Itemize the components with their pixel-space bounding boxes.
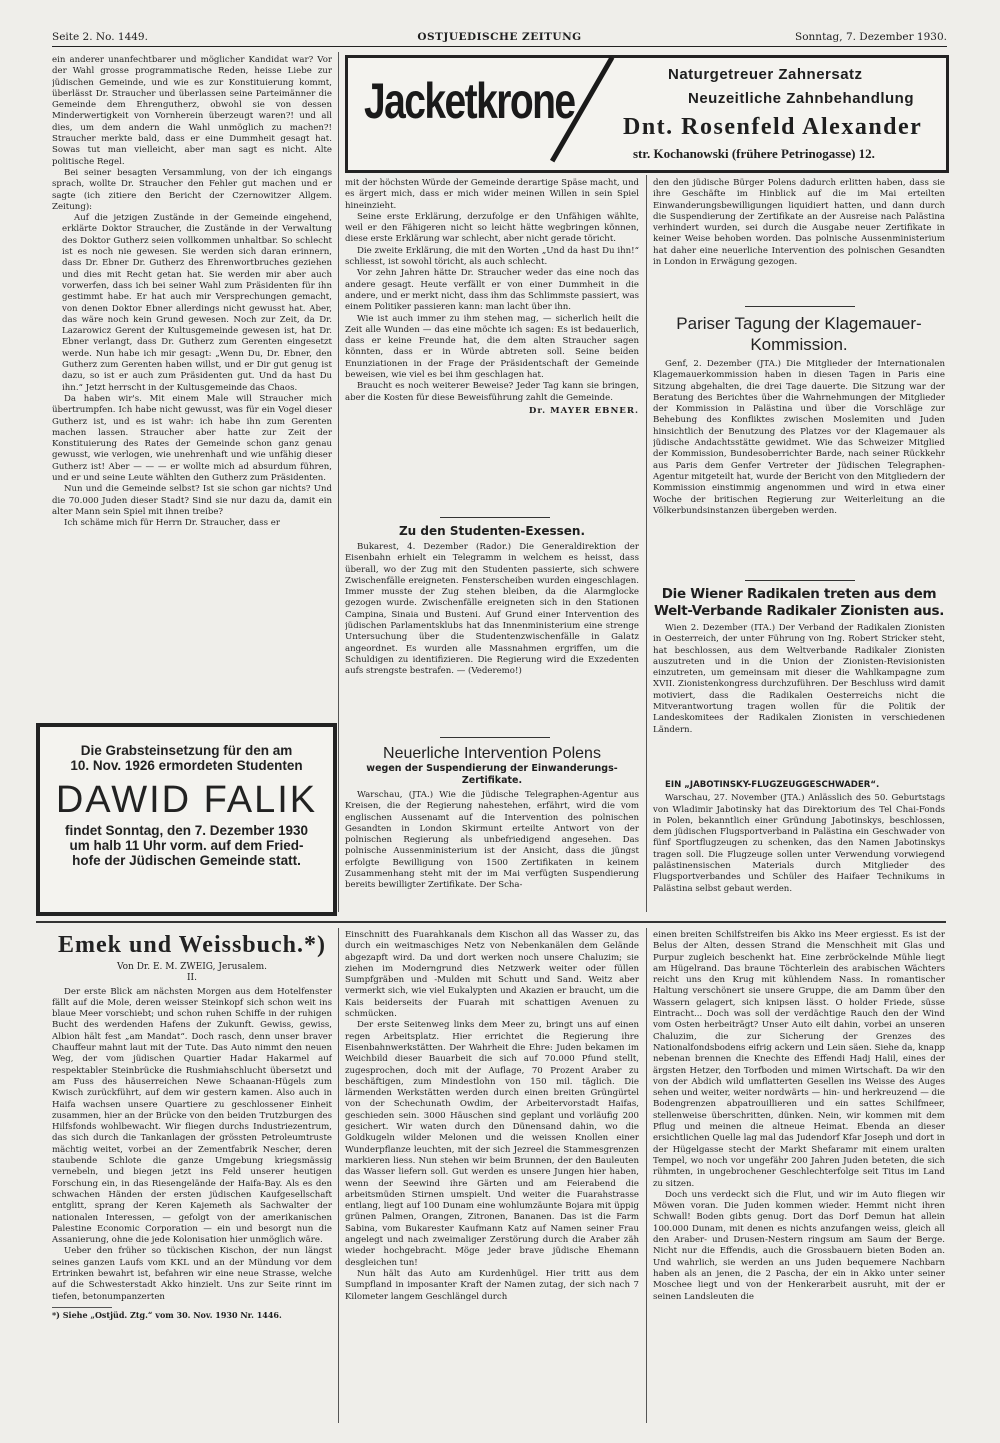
separator xyxy=(440,517,550,518)
notice-name: DAWID FALIK xyxy=(55,779,318,821)
paragraph: den den jüdische Bürger Polens dadurch erlitten haben, dass sie ihre Geschäfte im Hinblick auf die im Mai erteilten Einwanderungsbewilligungen liquidiert hatten, und dann durch die Suspendierung der Zertifikate an der Ausreise nach Palästina verhindert wurden, sei durch die Ausgabe neuer Zertifikate in keiner Weise behoben worden. Das polnische Aussenministerium hat daher eine neuerliche Intervention des polnischen Gesandten in London in Erwägung gezogen. xyxy=(653,178,945,268)
paragraph: Warschau, 27. November (JTA.) Anlässlich des 50. Geburtstags von Wladimir Jabotinsky hat das Direktorium des Tel Chai-Fonds in Polen, bekanntlich einer Gründung Jabotinskys, beschlossen, dem jüdischen Flugsportverband in Palästina ein Geschwader von fünf Sportflugzeugen zu schenken, das den Namen Jabotinskys tragen soll. Die Flugzeuge sollen unter Verwendung vorwiegend palästinensischen Materials durch Mitglieder des Flugsportverbandes und Schüler des Haifaer Technikums in Palästina selbst gebaut werden. xyxy=(653,793,945,894)
notice-line-3: findet Sonntag, den 7. Dezember 1930 xyxy=(64,823,309,838)
paragraph: Bukarest, 4. Dezember (Rador.) Die Generaldirektion der Eisenbahn erhielt ein Telegramm in welchem es heisst, dass überall, wo der Zug mit den Studenten passierte, sich schwere Zwischenfälle ereigneten. Fensterscheiben wurden eingeschlagen. Immer musste der Zug stehen bleiben, da die Alarmglocke gezogen wurde. Zwischenfälle ereigneten sich in den Stationen Campina, Sinaia und Busteni. Auf Grund einer Intervention des jüdischen Parlamentsklubs hat das Innenministerium eine strenge Untersuchung über die Studentenzwischenfälle in Galatz angeordnet. Es wurden alle Massnahmen ergriffen, um die Schuldigen zu identifizieren. Die Regierung wird die Exzedenten aufs strengste bestrafen. — (Vederemo!) xyxy=(345,542,639,677)
newspaper-title: OSTJUEDISCHE ZEITUNG xyxy=(417,31,582,43)
article-heading: Neuerliche Intervention Polens xyxy=(383,745,601,762)
paragraph: Nun hält das Auto am Kurdenhügel. Hier tritt aus dem Sumpfland in imposanter Kraft der Namen zutag, der sich nach 7 Kilometer langem Geschlängel durch xyxy=(345,1268,639,1302)
paragraph: Warschau, (JTA.) Wie die Jüdische Telegraphen-Agentur aus Kreisen, die der Regierung nahestehen, erfährt, wird die vom englischen Aussenamt auf die Intervention des polnischen Gesandten in London Skirmunt erteilte Antwort von der polnischen Regierung als unbefriedigend angesehen. Das polnische Aussenministerium ist der Ansicht, dass die jüngst erfolgte Bewilligung von 1500 Zertifikaten in keinem Zusammenhang steht mit der im Mai verfügten Suspendierung bereits bewilligter Zertifikate. Der Scha- xyxy=(345,790,639,891)
article-jabotinsky xyxy=(653,780,945,914)
paragraph: Der erste Blick am nächsten Morgen aus dem Hotelfenster fällt auf die Mole, deren weisser Steinkopf sich schon weit ins blaue Meer vorschiebt; und schon ruhen Schiffe in der ruhigen Bucht des werdenden Hafens der Zukunft. Gewiss, gewiss, Albion hält fest „am Mandat“. Doch rasch, denn unser braver Chauffeur mahnt laut mit der Tute. Das Auto nimmt den neuen Weg, der vom jüdischen Quartier Hadar Hakarmel auf respektabler Steinbrücke die Rushmiahschlucht übersetzt und am Fuss des häuserreichen Newe Schaanan-Hügels zum Kwisch zurückführt, auf dem wir gestern kamen. Also auch in Haifa wachsen unsere Quartiere zu geschlossener Einheit zusammen, hier an der Brücke von den beiden Trutzburgen des Hilfsfonds wohlbewacht. Wir fliegen durchs Industriezentrum, das sich durch die Tankanlagen der grössten Petroleumtruste mächtig weitet, vorbei an der Zementfabrik Nescher, deren staubende Schlote die ganze Umgebung kriegsmässig vernebeln, und biegen jetzt ins Feld unserer heutigen Forschung ein, in das Riesengelände der Haifa-Bay. Als es den schwachen Händen der ersten jüdischen Kaufgesellschaft entglitt, sprang der Keren Kajemeth als Sachwalter der nationalen Interessen, — gefolgt von der amerikanischen Palestine Economic Corporation — ein und besorgt nun die Assanierung, ohne die jede Kolonisation hier unmöglich wäre. xyxy=(52,986,332,1246)
ad-line-1: Naturgetreuer Zahnersatz xyxy=(668,66,863,83)
footnote-rule xyxy=(52,1307,112,1308)
article-studenten xyxy=(345,522,639,732)
signature: Dr. MAYER EBNER. xyxy=(528,405,639,416)
article-polens xyxy=(345,744,639,914)
section-rule xyxy=(36,921,946,923)
column-rule xyxy=(338,928,339,1423)
separator xyxy=(440,737,550,738)
article-radikalen xyxy=(653,586,945,776)
article-klagemauer xyxy=(653,313,945,575)
ad-address: str. Kochanowski (frühere Petrinogasse) 12. xyxy=(633,146,875,161)
article-author: Von Dr. E. M. ZWEIG, Jerusalem. xyxy=(116,962,268,972)
paragraph: Die zweite Erklärung, die mit den Worten „Und da hast Du ihn!“ schliesst, ist sowohl töricht, als auch schlecht. xyxy=(345,245,639,268)
separator xyxy=(745,306,855,307)
paragraph: Ich schäme mich für Herrn Dr. Straucher, dass er xyxy=(64,518,280,529)
paragraph: einen breiten Schilfstreifen bis Akko ins Meer ergiesst. Es ist der Belus der Alten, dessen Strand die Menschheit mit Glas und Purpur zugleich beschenkt hat. Eine zerbröckelnde Mühle liegt am Hügelrand. Das braune Töchterlein des arabischen Wächters reicht uns den Krug mit kühlendem Nass. In romantischer Haltung verschönert sie unsere Gruppe, die am Damm über den Wassern gelagert, sich knipsen lässt. O holder Friede, süsse Eintracht... Doch was soll der verdächtige Rauch den der Wind vom Osten herbeiträgt? Unser Auto eilt dahin, vorbei an unseren Chaluzim, die zur Sicherung der Grenzes des Nationalfondsbodens eifrig ackern und Lein säen. Siehe da, knapp nebenan brennen die Knechte des Effendi Hadj Halil, eines der ärgsten Hetzer, den Torfboden und mimen Wirtschaft. Da wir den von der Abdich wild umflatterten Gesellen ins Weisse des Auges sehen und weiter, weiter nordwärts — hin- und herkreuzend — die Bodengrenzen abpatrouillieren und ein sattes Schilfmeer, stellenweise überschritten, dünken. Nein, wir kommen mit dem Pflug und meinen die altneue Heimat. Ebenda an dieser ersichtlichen Quelle lag mal das Judendorf Kfar Joseph und dort in der Hügelgasse stecht der Markt Shefaramr mit einem uralten Tempel, wo noch vor ungefähr 200 Jahren Juden beteten, die sich rühmten, in ungebrochener Geschlechterfolge seit Titus im Land zu sitzen. xyxy=(653,930,945,1189)
notice-line-4: um halb 11 Uhr vorm. auf dem Fried- xyxy=(69,838,304,853)
masthead xyxy=(52,30,947,47)
footnote: *) Siehe „Ostjüd. Ztg.“ vom 30. Nov. 1930 Nr. 1446. xyxy=(52,1309,282,1320)
article-emek-col1 xyxy=(52,930,332,1430)
article-subheading: wegen der Suspendierung der Einwanderungs-Zertifikate. xyxy=(366,763,618,786)
column-rule xyxy=(338,52,339,912)
paragraph: Ueber den früher so tückischen Kischon, der nun längst seines ganzen Laufs vom KKL und an der Mündung vor dem Ertrinken bewahrt ist, befahren wir eine neue Strasse, welche auf die Schwesterstadt Akko hinzielt. Uns zur Seite rinnt im tiefen, betonumpanzerten xyxy=(52,1246,332,1302)
article-emek-col3 xyxy=(653,930,945,1430)
article-heading: Pariser Tagung der Klagemauer-Kommission. xyxy=(676,314,922,354)
paragraph: Der erste Seitenweg links dem Meer zu, bringt uns auf einen regen Arbeitsplatz. Hier errichtet die Regierung ihre Eisenbahnwerkstätten. Der Wahrheit die Ehre: Juden bekamen im Weichbild dieser Bauarbeit die sich auf 70.000 Pfund stellt, zugesprochen, doch mit der Auflage, 70 Prozent Araber zu beschäftigen, zum Mindestlohn von 150 mil. täglich. Die lärmenden Werkstätten werden durch einen breiten Grüngürtel von der Schechunath Owdim, der Arbeitervorstadt Haifas, geschieden sein. 3000 Häuschen sind geplant und vorläufig 200 gesichert. Wir waten durch den Dünensand dahin, wo die Goldkugeln wilder Melonen und die weissen Knollen einer Wunderpflanze leuchten, mit der sich Jezreel die Stammesgrenzen markieren liess. Nun stehen wir beim Brunnen, der den Bauleuten das Wasser liefern soll. Gut werden es unsere Jungen hier haben, wenn der Seewind ihre Gärten und am Feierabend die arbeitsmüden Stirnen umspielt. Und weiter die Fuarahstrasse entlang, liegt auf 100 Dunam eine wohlumzäunte Bojara mit üppig grünen Palmen, Orangen, Zitronen, Bananen. Das ist die Farm Sabina, vom Bukarester Kaufmann Katz auf Namen seiner Frau angelegt und nach zweimaliger Zerstörung durch die Araber zäh wieder hochgebracht. Möge jeder brave jüdische Ehemann desgleichen tun! xyxy=(345,1020,639,1268)
article-straucher-col2 xyxy=(345,178,639,508)
paragraph: Seine erste Erklärung, derzufolge er den Unfähigen wählte, weil er den Fähigeren nicht so leicht hätte wegbringen können, diese erste Erklärung war schlecht, aber nicht gerade töricht. xyxy=(345,211,639,245)
paragraph: Vor zehn Jahren hätte Dr. Straucher weder das eine noch das andere gesagt. Heute verfällt er von einer Dummheit in die andere, und er merkt nicht, dass ihm das Schlimmste passiert, was einem Politiker passieren kann: man lacht über ihn. xyxy=(345,268,639,313)
article-emek-col2 xyxy=(345,930,639,1430)
paragraph: ein anderer unanfechtbarer und möglicher Kandidat war? Vor der Wahl grosse programmatische Reden, heisse Liebe zur jüdischen Gemeinde, und wie es zur Konstituierung kommt, überlässt Dr. Straucher und überlassen seine Parteimänner die Gemeinde dem Ehrengutherz, obwohl sie von dessen Minderwertigkeit von Vornherein überzeugt waren?! und all dies, um dem andern die Wahl unmöglich zu machen?! Straucher merkte bald, dass er eine Dummheit gesagt hat. Sowas tut man vielleicht, aber man sagt es nicht. Alte politische Regel. xyxy=(52,55,332,167)
article-heading: Zu den Studenten-Exessen. xyxy=(398,524,586,538)
paragraph: Einschnitt des Fuarahkanals dem Kischon all das Wasser zu, das durch ein weitmaschiges Netz von Nebenkanälen dem Gelände abgezapft wird. Da und dort werken noch unsere Chaluzim; sie ziehen im Moderngrund dies Netzwerk weiter oder füllen Sumpfgräben und -Mulden mit Schutt und Sand. Weitz aber vermerkt sich, wie viel Eukalypten und Akazien er braucht, um die Kais beiderseits der Fuarah mit schattigen Avenuen zu schmücken. xyxy=(345,930,639,1020)
article-straucher-col1 xyxy=(52,55,332,695)
article-polens-continued xyxy=(653,178,945,300)
separator xyxy=(745,580,855,581)
article-part: II. xyxy=(187,973,197,984)
paragraph: Wien 2. Dezember (ITA.) Der Verband der Radikalen Zionisten in Oesterreich, der unter Führung von Ing. Robert Stricker steht, hat beschlossen, aus dem Weltverbande Radikaler Zionisten auszutreten und in die Union der Zionisten-Revisionisten einzutreten, um gemeinsam mit dieser die Wahlkampagne zum XVII. Zionistenkongress durchzuführen. Der Beschluss wird damit motiviert, dass die Radikalen Oesterreichs nicht die Mitverantwortung tragen wollen für die Politik der Landeskomitees der Radikalen Zionisten in verschiedenen Ländern. xyxy=(653,623,945,735)
notice-line-1: Die Grabsteinsetzung für den am xyxy=(80,743,293,758)
dentist-advertisement xyxy=(345,55,949,173)
article-title: Emek und Weissbuch.*) xyxy=(58,932,326,958)
article-heading: Die Wiener Radikalen treten aus dem Welt-Verbande Radikaler Zionisten aus. xyxy=(653,586,945,619)
paragraph: Wie ist auch immer zu ihm stehen mag, — sicherlich heilt die Zeit alle Wunden — das eine möchte ich sagen: Es ist bedauerlich, dass er keine Freunde hat, die dem alten Straucher sagen könnten, dass er in Würde abtreten soll. Seine beiden Enunziationen in der Frage der Präsidentschaft der Gemeinde beweisen, wie viel es bei ihm geschlagen hat. xyxy=(345,313,639,381)
column-rule xyxy=(646,928,647,1423)
paragraph: Braucht es noch weiterer Beweise? Jeder Tag kann sie bringen, aber die Kosten für diese Beweisführung zahlt die Gemeinde. xyxy=(345,381,639,403)
ad-brand: Jacketkrone xyxy=(364,73,575,129)
ad-line-2: Neuzeitliche Zahnbehandlung xyxy=(688,90,915,107)
paragraph: Nun und die Gemeinde selbst? Ist sie schon gar nichts? Und die 70.000 Juden dieser Stadt? Sind sie nur dazu da, damit ein alter Mann sein Spiel mit ihnen treibe? xyxy=(52,484,332,517)
paragraph: mit der höchsten Würde der Gemeinde derartige Späse macht, und es ärgert mich, dass er mich wider meinen Willen in sein Spiel hineinzieht. xyxy=(345,178,639,211)
notice-line-2: 10. Nov. 1926 ermordeten Studenten xyxy=(70,758,303,773)
article-heading: EIN „JABOTINSKY-FLUGZEUGGESCHWADER“. xyxy=(665,780,880,790)
column-rule xyxy=(646,175,647,912)
paragraph: Doch uns verdeckt sich die Flut, und wir im Auto fliegen wir Möwen voran. Die Juden kommen wieder. Hemmt nicht ihren Schwall! Boden gibts genug. Dort das Dorf Demun hat allein 100.000 Dunam, mit denen es nichts anzufangen weiss, gleich all den Araber- und Drusen-Nestern ringsum am Saum der Berge. Nicht nur die Effendis, auch die Grossbauern bieten Boden an. Und wahrlich, sie werden an uns Juden bequemere Nachbarn haben als an jenen, die 2 Pascha, der ein in Akko unter seiner Moschee liegt und von der Henkerarbeit ausruht, mit der er seinen Landsleuten die xyxy=(653,1189,945,1302)
paragraph: Genf, 2. Dezember (JTA.) Die Mitglieder der Internationalen Klagemauerkommission haben in diesen Tagen in Paris eine Sitzung abgehalten, die drei Tage dauerte. Die Sitzung war der Beratung des Berichtes über die Wahrnehmungen der Mitglieder der Kommission in Palästina und über die Vorschläge zur Behebung des Konfliktes zwischen Moslemiten und Juden hinsichtlich der Benutzung des Platzes vor der Klagemauer als jüdische Andachtsstätte gewidmet. Wie das Schweizer Mitglied der Kommission, Bundesoberrichter Barde, nach seiner Rückkehr aus Paris dem Genfer Vertreter der Jüdischen Telegraphen-Agentur mitgeteilt hat, wurde der Bericht von den Mitgliedern der Kommission einstimmig angenommen und wird in etwa einer Woche der britischen Regierung zur Weiterleitung an die Völkerbundsinstanzen übergeben werden. xyxy=(653,359,945,516)
issue-date: Sonntag, 7. Dezember 1930. xyxy=(795,31,947,43)
ad-dentist-name: Dnt. Rosenfeld Alexander xyxy=(623,114,923,140)
paragraph: Bei seiner besagten Versammlung, von der ich eingangs sprach, wollte Dr. Straucher den Fehler gut machen und er sagte (ich zitiere den Bericht der Czernowitzer Allgem. Zeitung): xyxy=(52,167,332,212)
paragraph: Da haben wir's. Mit einem Male will Straucher mich übertrumpfen. Ich habe nicht gewusst, was für ein Vogel dieser Gutherz ist, und es ist wahr: ich habe ihn zum Gerenten machen lassen. Straucher aber hatte zur Zeit der Konstituierung des Rates der Gemeinde schon ganz genau gewusst, wie verlogen, wie unehrenhaft und wie unfähig dieser Gutherz ist! Aber — — — er wollte mich ad absurdum führen, und er und seine Leute wählten den Gutherz zum Präsidenten. xyxy=(52,393,332,483)
quote-paragraph: Auf die jetzigen Zustände in der Gemeinde eingehend, erklärte Doktor Straucher, die Zustände in der Verwaltung des Doktor Gutherz seien vollkommen unhaltbar. So schlecht ist es noch nie gewesen. Sie werden sich daran erinnern, dass Dr. Ebner Dr. Gutherz des Ehrenwortbruches geziehen und dies mit Recht getan hat. Sie werden mir aber auch vorwerfen, dass ich bei seiner Wahl zum Präsidenten für ihn gestimmt habe. Er hat auch mir Versprechungen gemacht, von denen Doktor Ebner allerdings nicht gewusst hat. Aber, das wäre noch kein Grund gewesen. Noch zur Zeit, da Dr. Lazarowicz Gerent der Kultusgemeinde gewesen ist, hat Dr. Ebner verlangt, dass Dr. Gutherz zum Gerenten eingesetzt werde. Nun habe ich mir gesagt: „Wenn Du, Dr. Ebner, den Gutherz zum Gerenten haben willst, und er Dir gut genug ist dazu, so ist er auch zum Präsidenten gut. Und da hast Du ihn.“ Jetzt herrscht in der Kultusgemeinde das Chaos. xyxy=(62,213,332,393)
memorial-notice xyxy=(36,723,337,916)
page-number: Seite 2. No. 1449. xyxy=(52,31,148,43)
notice-line-5: hofe der Jüdischen Gemeinde statt. xyxy=(72,853,301,868)
